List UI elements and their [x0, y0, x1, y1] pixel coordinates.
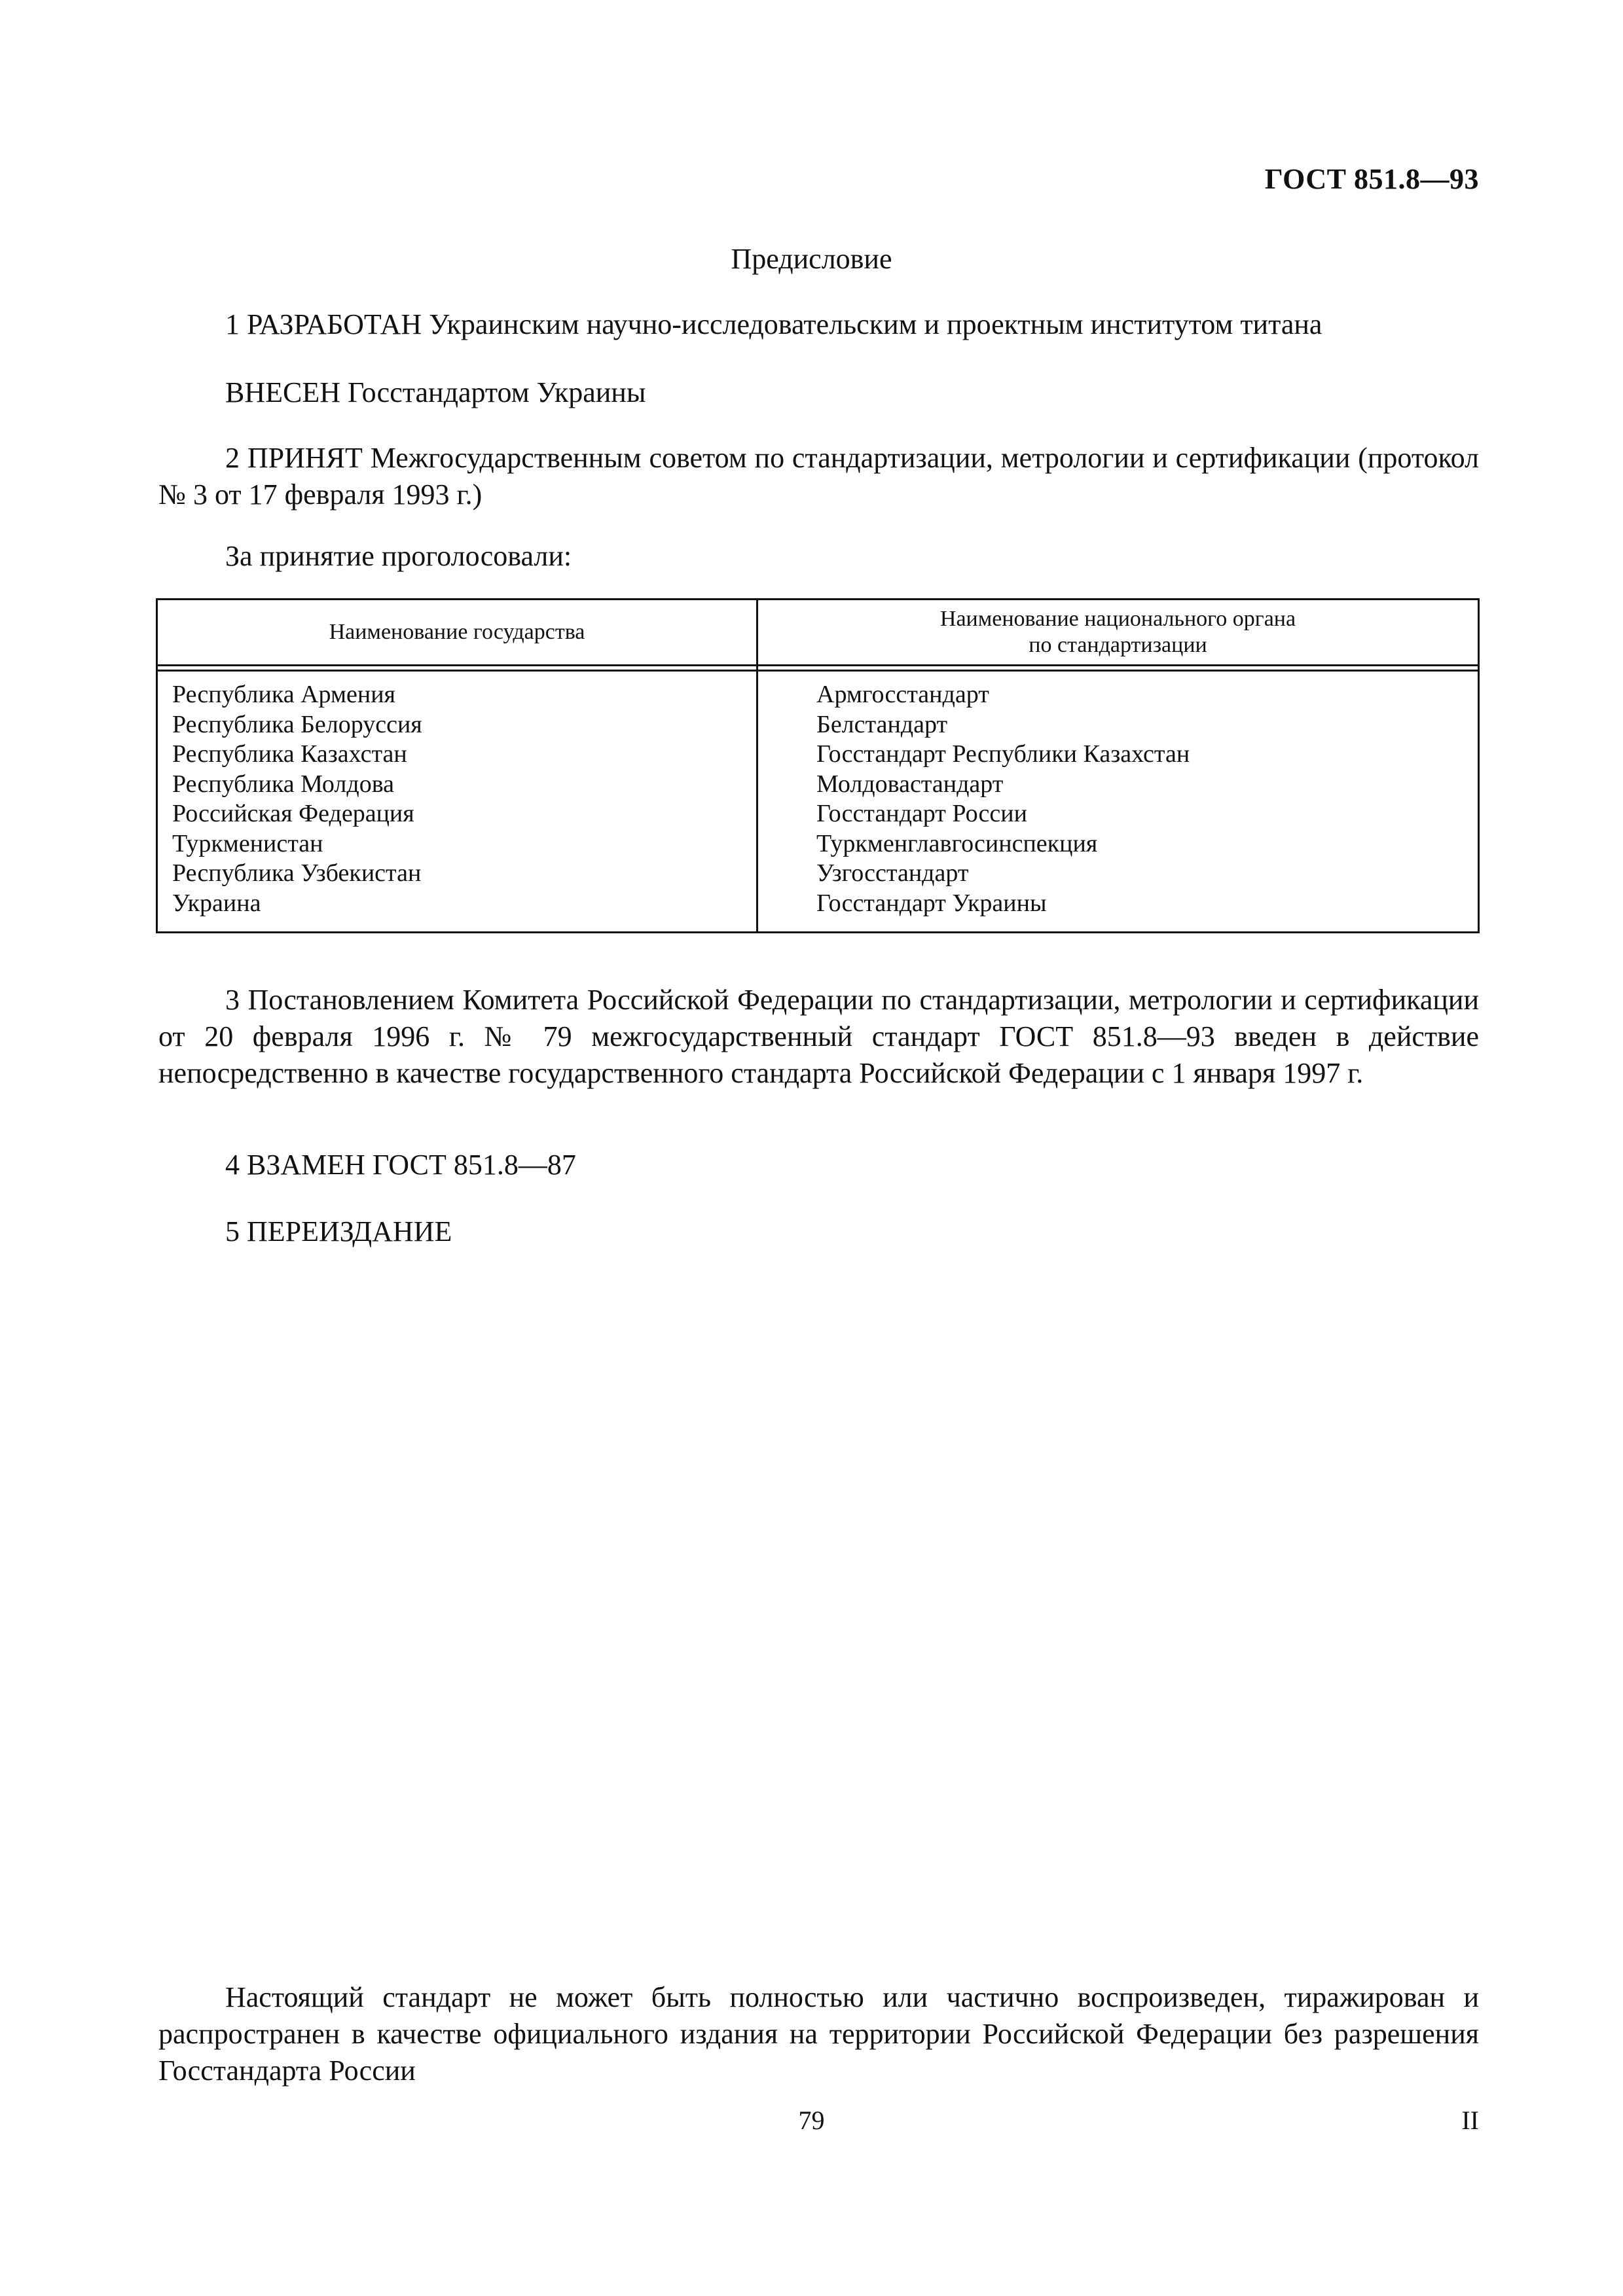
section-heading: Предисловие [731, 243, 892, 275]
paragraph-introduced-by: ВНЕСЕН Госстандартом Украины [225, 376, 646, 408]
voting-table [156, 598, 1480, 933]
paragraph-resolution: 3 Постановлением Комитета Российской Федерации по стандартизации, метрологии и сертификации от 20 февраля 1996 г. № 79 межгосударственный стандарт ГОСТ 851.8—93 введен в действие непосредственно в качестве государственного стандарта Российской Федерации с 1 января 1997 г. [158, 984, 1479, 1089]
page-roman-numeral: II [1461, 2106, 1479, 2135]
paragraph-reissue: 5 ПЕРЕИЗДАНИЕ [225, 1215, 452, 1247]
table-cell-state: Украина [172, 889, 261, 917]
paragraph-developed-by: 1 РАЗРАБОТАН Украинским научно-исследовательским и проектным институтом титана [225, 308, 1322, 340]
table-cell-organ: Армгосстандарт [816, 681, 989, 708]
table-header-organ-line1: Наименование национального органа [939, 607, 1296, 631]
table-column-organs [816, 680, 1190, 918]
table-header-organ-line2: по стандартизации [1029, 633, 1207, 657]
table-header-state [158, 600, 756, 664]
paragraph-voted-for: За принятие проголосовали: [225, 540, 572, 572]
table-header-divider-double [158, 670, 1478, 672]
table-cell-organ: Госстандарт Республики Казахстан [816, 740, 1190, 768]
table-cell-state: Республика Молдова [172, 770, 395, 798]
table-cell-organ: Госстандарт России [816, 800, 1027, 827]
table-header-divider [158, 664, 1478, 666]
table-cell-organ: Белстандарт [816, 710, 948, 738]
page-number: 79 [798, 2106, 825, 2135]
table-header-state-label: Наименование государства [329, 620, 585, 644]
paragraph-adopted-by: 2 ПРИНЯТ Межгосударственным советом по стандартизации, метрологии и сертификации (протокол № 3 от 17 февраля 1993 г.) [158, 442, 1479, 511]
table-cell-state: Республика Казахстан [172, 740, 407, 768]
paragraph-replaces: 4 ВЗАМЕН ГОСТ 851.8—87 [225, 1149, 576, 1181]
table-header-organ [758, 600, 1478, 664]
table-cell-organ: Госстандарт Украины [816, 889, 1047, 917]
table-cell-state: Туркменистан [172, 829, 323, 857]
copyright-note: Настоящий стандарт не может быть полностью или частично воспроизведен, тиражирован и распространен в качестве официального издания на территории Российской Федерации без разрешения Госстандарта России [158, 1981, 1479, 2087]
table-cell-state: Российская Федерация [172, 800, 414, 827]
table-cell-organ: Туркменглавгосинспекция [816, 829, 1098, 857]
table-column-states [172, 680, 422, 918]
table-cell-organ: Узгосстандарт [816, 859, 969, 887]
table-cell-state: Республика Армения [172, 681, 396, 708]
table-cell-state: Республика Узбекистан [172, 859, 422, 887]
document-code: ГОСТ 851.8—93 [1264, 163, 1479, 195]
table-cell-state: Республика Белоруссия [172, 710, 422, 738]
table-cell-organ: Молдовастандарт [816, 770, 1004, 798]
